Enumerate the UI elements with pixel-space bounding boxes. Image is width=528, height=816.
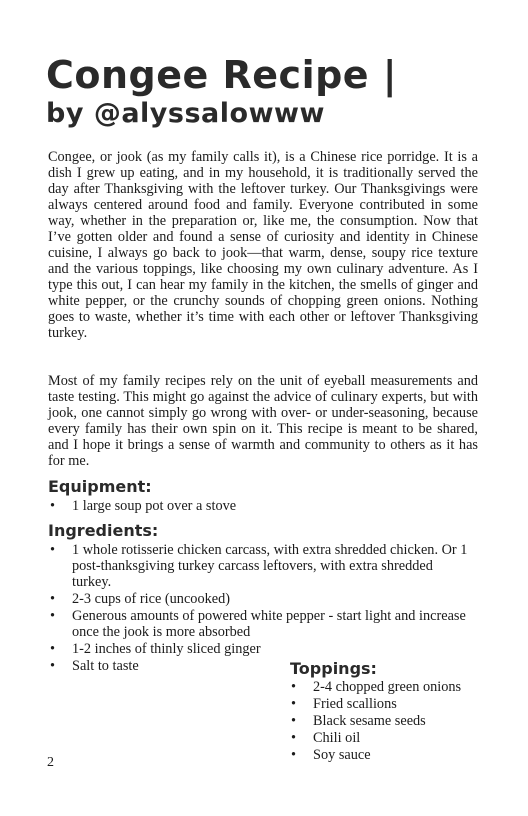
list-item: • 1 whole rotisserie chicken carcass, with extra shredded chicken. Or 1 post-thanksgiving turkey carcass leftovers, with extra shredded turkey. (48, 542, 468, 590)
page-number: 2 (47, 755, 54, 770)
intro-paragraph-1: Congee, or jook (as my family calls it), is a Chinese rice porridge. It is a dish I grew up eating, and in my household, it is traditionally served the day after Thanksgiving with the leftover turkey. Our Thanksgivings were always centered around food and family. Everyone contributed in some way, whether in the preparation or, like me, the consumption. Now that I’ve gotten older and found a sense of curiosity and identity in Chinese cuisine, I always go back to jook—that warm, dense, soupy rice texture and the various toppings, like choosing my own culinary adventure. As I type this out, I can hear my family in the kitchen, the smells of ginger and white pepper, or the crunchy sounds of chopping green onions. Nothing goes to waste, whether it’s time with each other or leftover Thanksgiving turkey. (48, 149, 478, 341)
title-line-1: Congee Recipe | (46, 53, 398, 97)
list-item: • Generous amounts of powered white pepper - start light and increase once the jook is more absorbed (48, 608, 468, 640)
list-item: • 1 large soup pot over a stove (48, 498, 468, 514)
page-title (46, 52, 486, 130)
list-item: • Salt to taste (48, 658, 468, 674)
intro-paragraph-2: Most of my family recipes rely on the unit of eyeball measurements and taste testing. This might go against the advice of culinary experts, but with jook, one cannot simply go wrong with over- or under-seasoning, because every family has their own spin on it. This recipe is meant to be shared, and I hope it brings a sense of warmth and community to others as it has for me. (48, 373, 478, 469)
equipment-heading: Equipment: (48, 477, 152, 496)
ingredients-list (48, 542, 468, 675)
list-item: • 2-3 cups of rice (uncooked) (48, 591, 468, 607)
list-item: • Chili oil (289, 730, 489, 746)
list-item: • Fried scallions (289, 696, 489, 712)
list-item: • 2-4 chopped green onions (289, 679, 489, 695)
list-item: • 1-2 inches of thinly sliced ginger (48, 641, 468, 657)
list-item: • Soy sauce (289, 747, 489, 763)
equipment-list (48, 498, 468, 515)
ingredients-heading: Ingredients: (48, 521, 159, 540)
title-line-2: by @alyssalowww (46, 98, 325, 129)
toppings-heading: Toppings: (290, 659, 377, 678)
list-item: • Black sesame seeds (289, 713, 489, 729)
toppings-list (289, 679, 489, 764)
